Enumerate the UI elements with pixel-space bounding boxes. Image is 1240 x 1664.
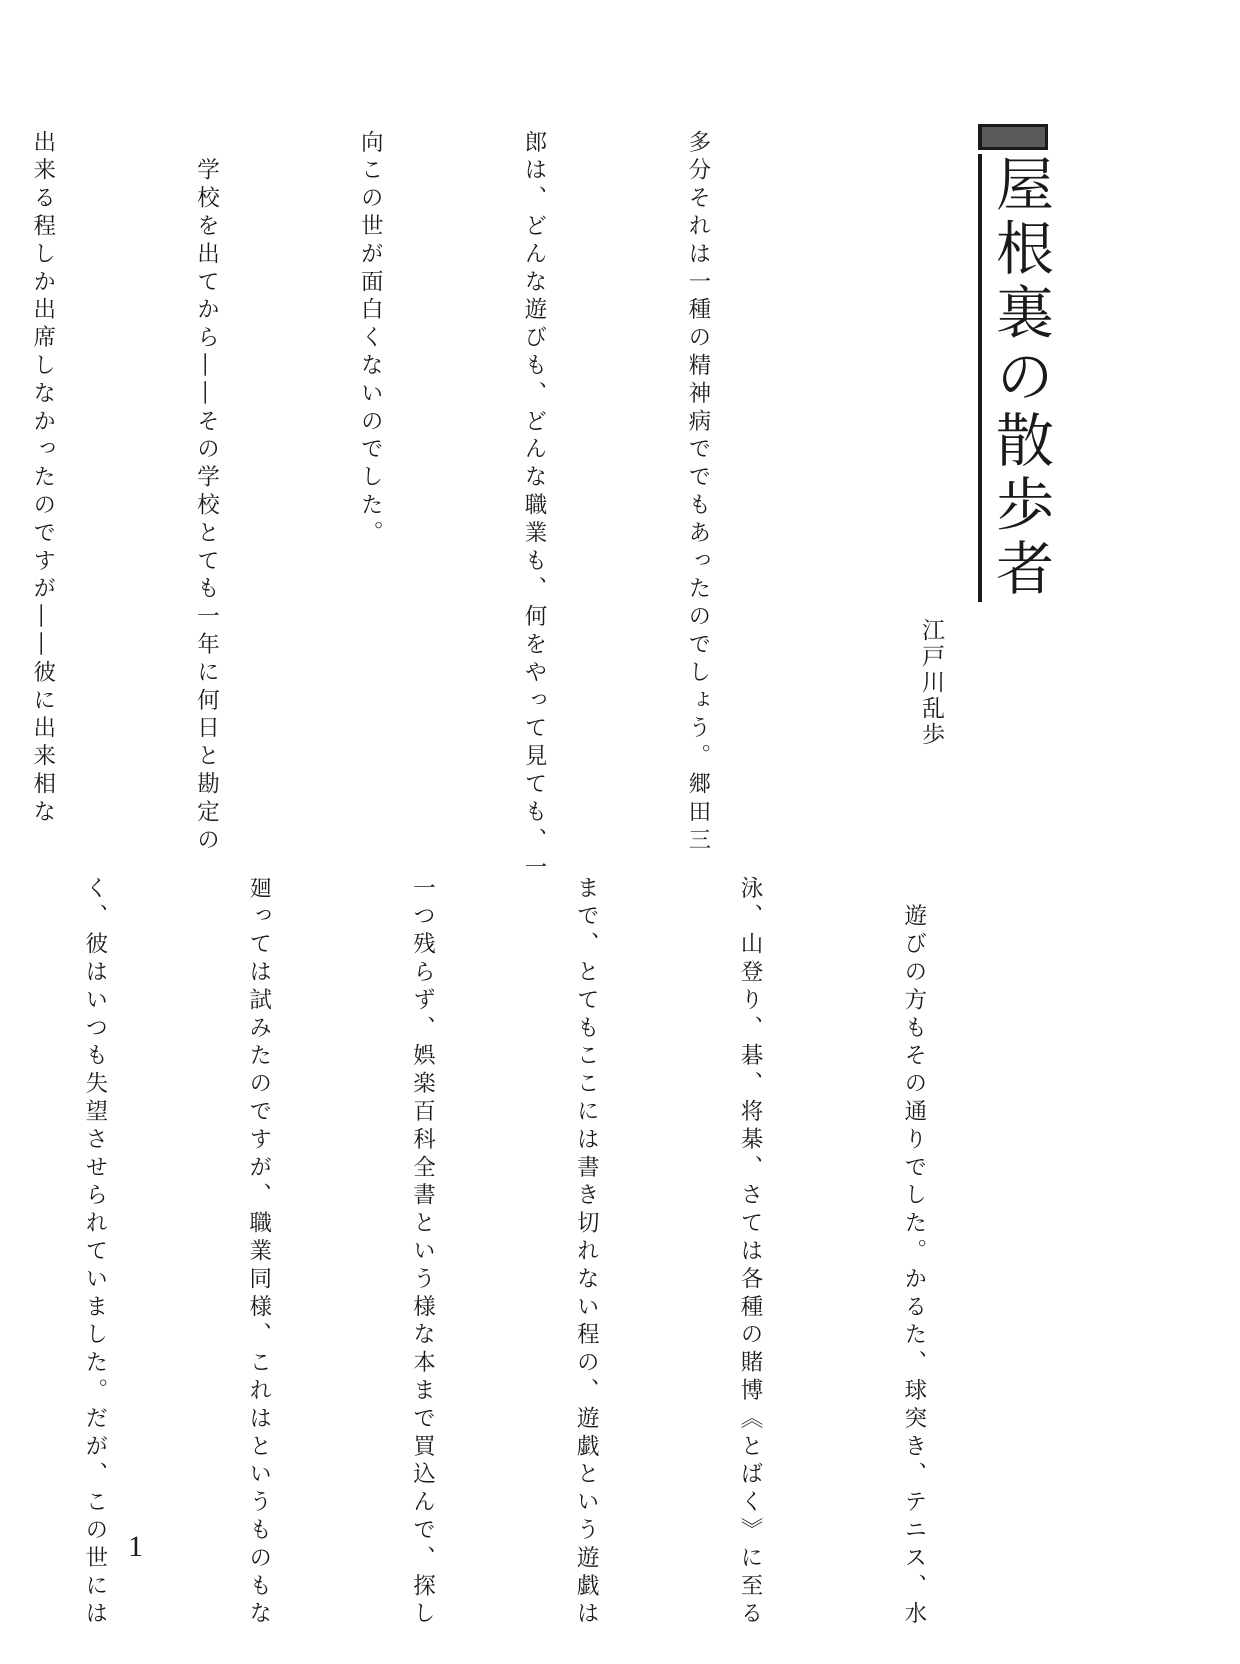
text-line: く、彼はいつも失望させられていました。だが、この世には — [81, 876, 108, 1630]
text-line: 郎は、どんな遊びも、どんな職業も、何をやって見ても、一 — [521, 130, 548, 884]
text-line: まで、とてもここには書き切れない程の、遊戯という遊戯は — [573, 876, 600, 1630]
page-number: 1 — [128, 1530, 143, 1563]
text-line: 向この世が面白くないのでした。 — [357, 130, 384, 549]
page-title: 屋根裏の散歩者 — [978, 154, 1058, 602]
text-line: 出来る程しか出席しなかったのですが――彼に出来相な — [29, 130, 56, 828]
author-name: 江戸川乱歩 — [918, 618, 944, 748]
title-block — [978, 124, 1054, 602]
text-line: 一つ残らず、娯楽百科全書という様な本まで買込んで、探し — [409, 876, 436, 1630]
title-decoration-bar — [978, 124, 1048, 150]
text-line: 遊びの方もその通りでした。かるた、球突き、テニス、水 — [900, 876, 927, 1630]
text-line: 多分それは一種の精神病ででもあったのでしょう。郷田三 — [684, 130, 711, 856]
text-line: 泳、山登り、碁、将棊、さては各種の賭博《とばく》に至る — [737, 876, 764, 1630]
text-line: 廻っては試みたのですが、職業同様、これはというものもな — [245, 876, 272, 1630]
text-line: 学校を出てから――その学校とても一年に何日と勘定の — [193, 130, 220, 856]
body-text-lower — [0, 876, 1050, 1630]
body-text-upper — [0, 130, 834, 884]
